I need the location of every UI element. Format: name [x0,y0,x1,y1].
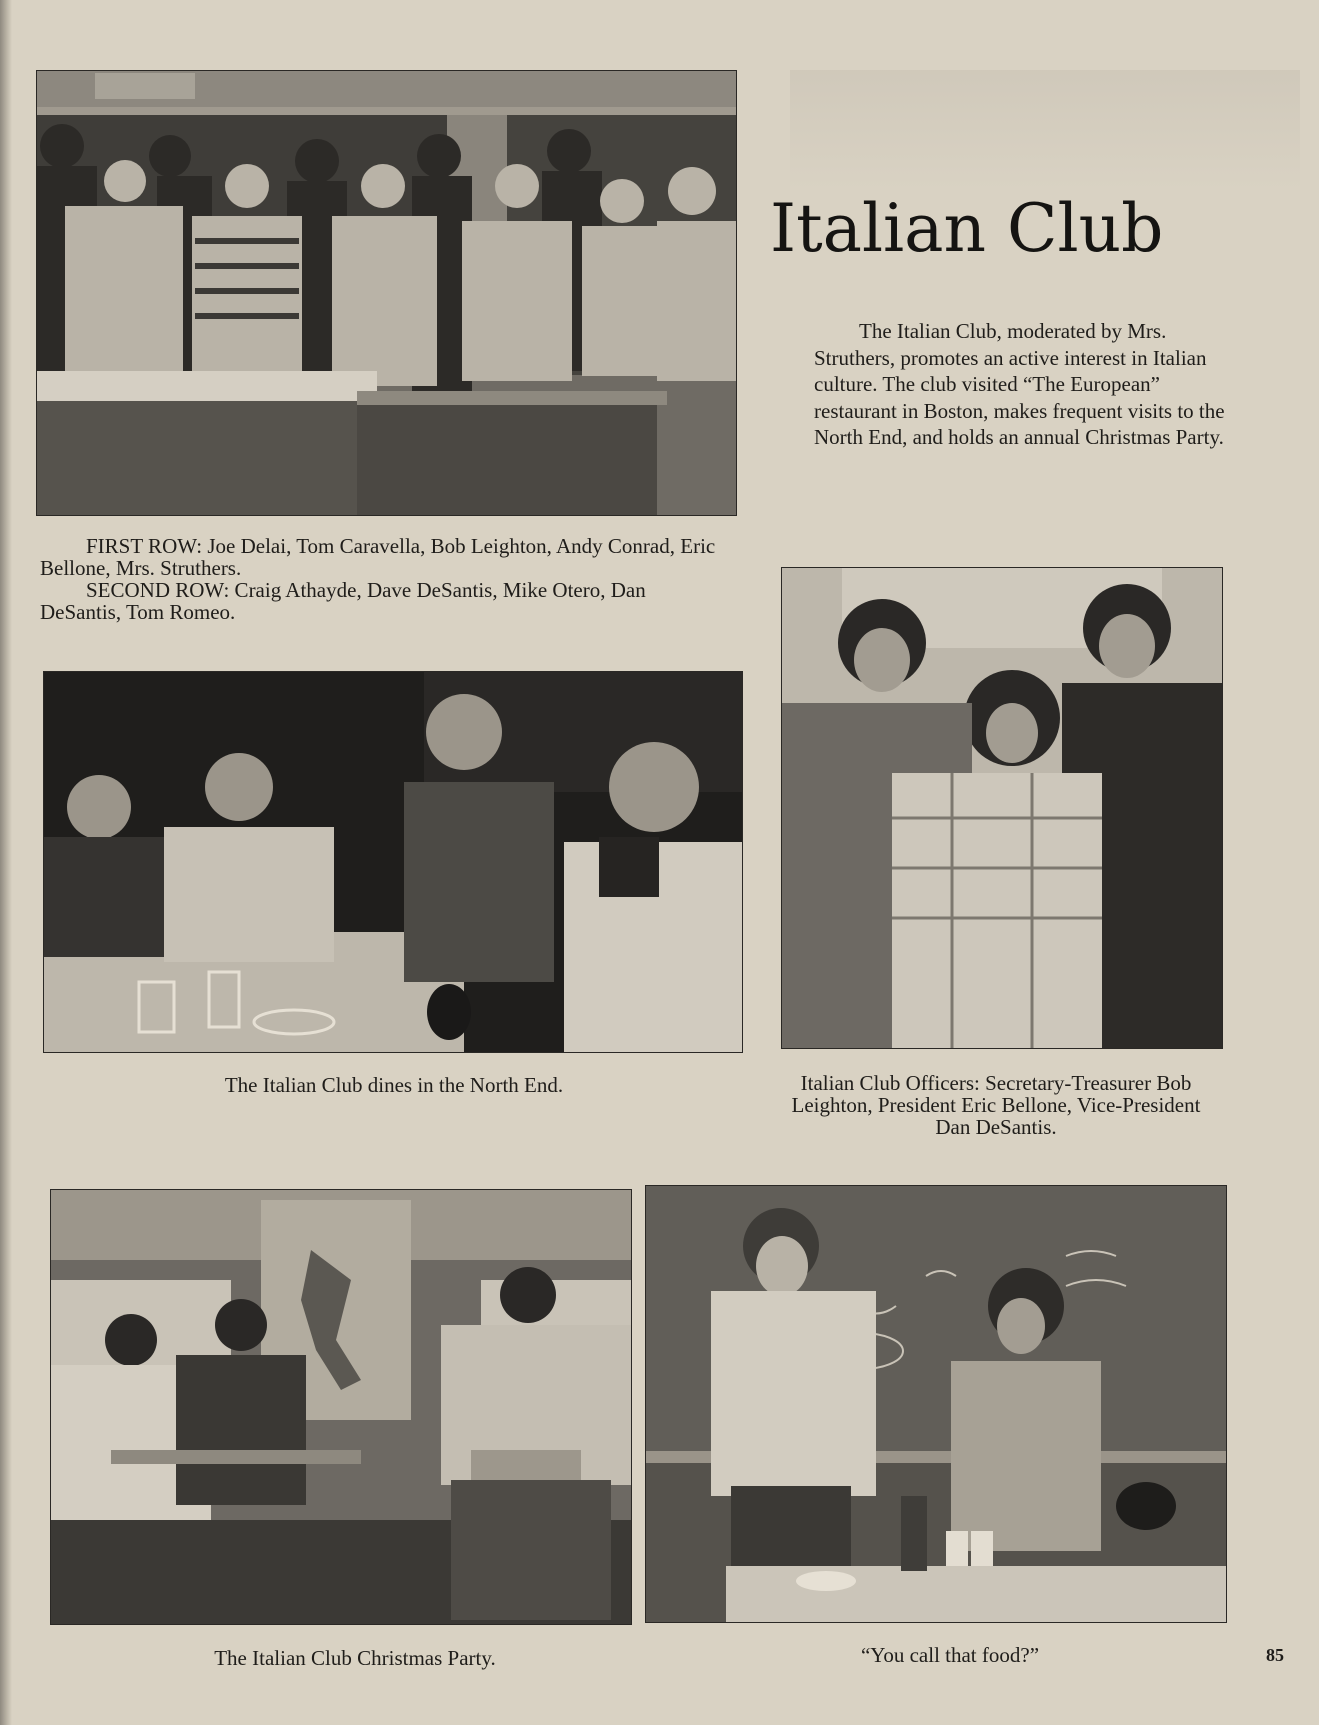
christmas-party-photo [51,1190,631,1624]
group-photo-caption [40,535,720,623]
group-photo [37,71,736,515]
dining-photo [44,672,742,1052]
dining-photo-image [44,672,742,1052]
second-row-caption: SECOND ROW: Craig Athayde, Dave DeSantis, Mike Otero, Dan DeSantis, Tom Romeo. [40,578,646,624]
intro-text: The Italian Club, moderated by Mrs. Struthers, promotes an active interest in Italian culture. The club visited “The European” restaurant in Boston, makes frequent visits to the North End, and holds an annual Christmas Party. [814,319,1225,450]
page-title: Italian Club [770,190,1164,267]
officers-photo-image [782,568,1222,1048]
food-photo [646,1186,1226,1622]
dining-caption: The Italian Club dines in the North End. [224,1073,564,1097]
christmas-party-caption: The Italian Club Christmas Party. [214,1646,496,1670]
intro-paragraph [814,318,1234,451]
food-caption: “You call that food?” [860,1643,1040,1667]
officers-caption: Italian Club Officers: Secretary-Treasurer Bob Leighton, President Eric Bellone, Vice-President Dan DeSantis. [791,1071,1201,1139]
bleed-through-shadow [790,70,1300,190]
christmas-party-photo-image [51,1190,631,1624]
food-photo-image [646,1186,1226,1622]
group-photo-image [37,71,736,515]
first-row-caption: FIRST ROW: Joe Delai, Tom Caravella, Bob Leighton, Andy Conrad, Eric Bellone, Mrs. Struthers. [40,534,716,580]
officers-photo [782,568,1222,1048]
page-binding-shadow [0,0,12,1725]
page-number: 85 [1266,1645,1284,1665]
